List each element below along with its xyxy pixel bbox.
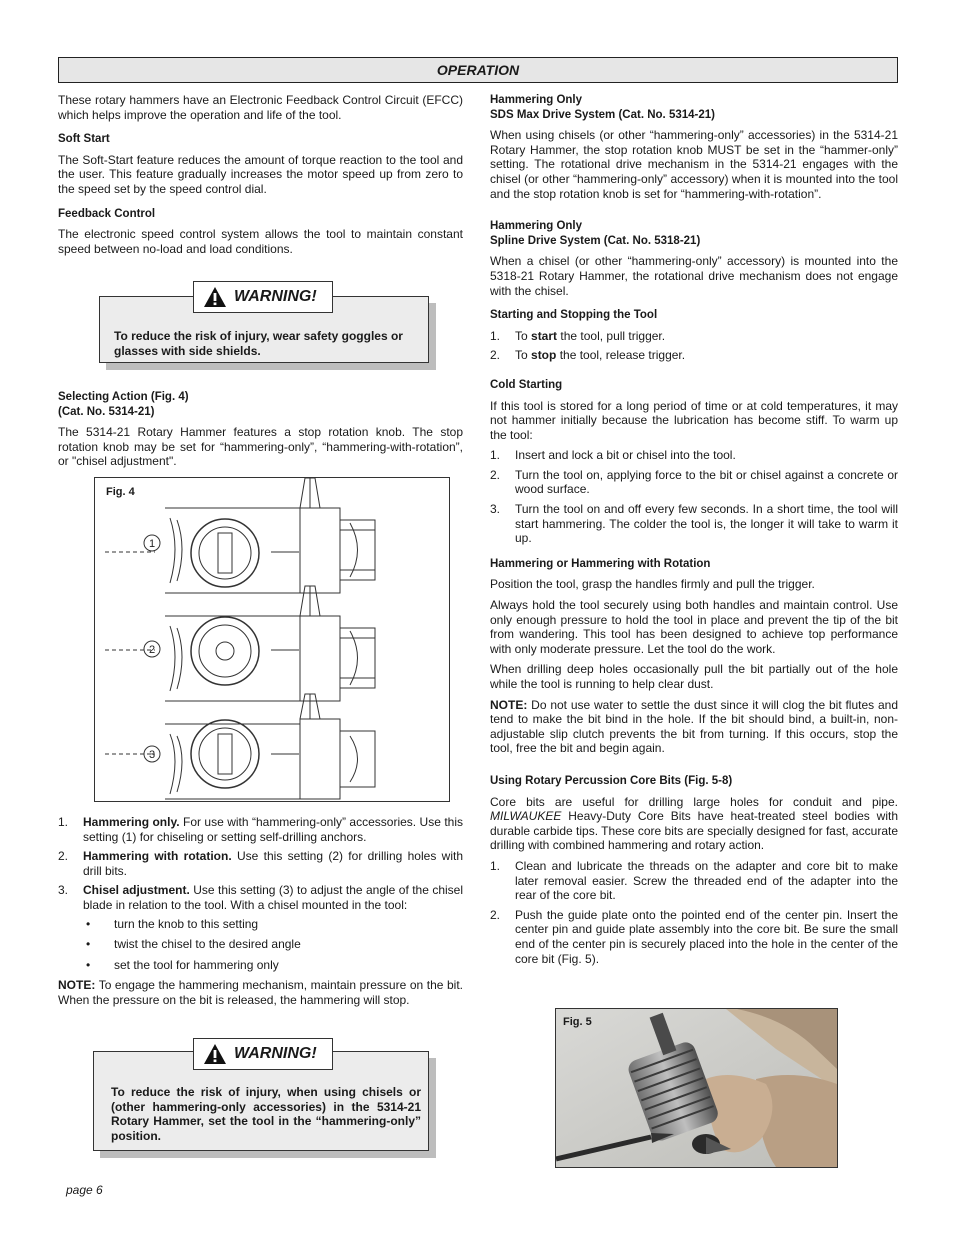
hammer-view-3 (105, 694, 375, 799)
start-heading: Starting and Stopping the Tool (490, 309, 658, 322)
list-item: 2. Turn the tool on, applying force to the bit or chisel against a concrete or wood surface. (490, 467, 898, 497)
left-column (58, 93, 463, 256)
right-column (490, 93, 898, 971)
selecting-heading: Selecting Action (Fig. 4) (58, 391, 189, 403)
cold-heading: Cold Starting (490, 378, 563, 391)
warning-triangle-icon (203, 1043, 227, 1065)
callout-3: 3 (148, 749, 156, 761)
selecting-list-section (58, 815, 463, 1008)
warning-label: WARNING! (234, 1045, 317, 1062)
section-title: OPERATION (436, 62, 520, 78)
list-item: 2. Hammering with rotation. Use this setting (2) for drilling holes with drill bits. (58, 849, 463, 878)
warning-text: To reduce the risk of injury, wear safety goggles or glasses with side shields. (114, 329, 403, 358)
spline-text: When a chisel (or other “hammering-only” accessory) is mounted into the 5318-21 Rotary Hammer, the rotational drive mechanism does not engage with the chisel. (490, 254, 898, 298)
list-item: 2. To stop the tool, release trigger. (490, 348, 686, 363)
warning-triangle-icon (203, 286, 227, 308)
hammer-view-2 (105, 586, 375, 701)
core-list (490, 859, 898, 966)
hammering-heading: Hammering or Hammering with Rotation (490, 557, 711, 570)
list-item: 1. To start the tool, pull trigger. (490, 328, 666, 343)
core-bit-photo (556, 1009, 837, 1167)
note-paragraph: NOTE: To engage the hammering mechanism, maintain pressure on the bit. When the pressure on the bit is released, the hammering will stop. (58, 978, 463, 1007)
list-item: 1. Hammering only. For use with “hammering-only” accessories. Use this setting (1) for chiseling or setting self-drilling anchors. (58, 815, 463, 844)
selecting-text: The 5314-21 Rotary Hammer features a stop rotation knob. The stop rotation knob may be set for “hammering-only”, “hammering-with-rotation”, or "chisel adjustment". (58, 425, 463, 469)
hammering-p2: Always hold the tool securely using both handles and maintain control. Use only enough pressure to hold the tool in place and prevent the tip of the bit from wandering. This tool has been designed to achieve top performance with only moderate pressure. Let the tool do the work. (490, 598, 898, 656)
figure-5 (555, 1008, 838, 1168)
figure-5-label: Fig. 5 (563, 1016, 592, 1028)
list-item: 1. Insert and lock a bit or chisel into the tool. (490, 448, 736, 463)
warning-tag (193, 281, 333, 313)
soft-start-text: The Soft-Start feature reduces the amount of torque reaction to the tool and the user. This feature gradually increases the motor speed up from zero to the speed set by the speed control dial. (58, 152, 463, 196)
hammering-p3: When drilling deep holes occasionally pull the bit partially out of the hole while the tool is running to help clear dust. (490, 662, 898, 691)
core-heading: Using Rotary Percussion Core Bits (Fig. 5-8) (490, 774, 733, 787)
page-number: page 6 (66, 1183, 103, 1197)
warning-tag (193, 1038, 333, 1070)
callout-1: 1 (148, 538, 156, 550)
soft-start-heading: Soft Start (58, 133, 110, 146)
list-item: 2. Push the guide plate onto the pointed end of the center pin. Insert the center pin and guide plate assembly into the core bit. Be sure the small end of the center pin is securely placed into the hole in the center of the core bit (Fig. 5). (490, 907, 898, 966)
section-header (58, 57, 898, 83)
cold-text: If this tool is stored for a long period of time or at cold temperatures, it may not hammer initially because the lubrication has become stiff. To warm up the tool: (490, 398, 898, 442)
start-list (490, 329, 898, 363)
list-item: 3. Turn the tool on and off every few seconds. In a short time, the tool will start hammering. The colder the tool is, the longer it will take to warm it up. (490, 502, 898, 546)
note-paragraph: NOTE: Do not use water to settle the dust since it will clog the bit flutes and tend to make the bit bind in the hole. If the bit should bind, a built-in, non-adjustable slip clutch prevents the bit from turning. If this occurs, stop the tool, free the bit and begin again. (490, 697, 898, 756)
rotary-hammer-illustration (95, 478, 449, 801)
sds-heading-catno: SDS Max Drive System (Cat. No. 5314-21) (490, 108, 715, 121)
selecting-section (58, 390, 463, 469)
setting-list (58, 815, 463, 972)
spline-heading-catno: Spline Drive System (Cat. No. 5318-21) (490, 234, 701, 247)
warning-text: To reduce the risk of injury, when using chisels or (other hammering-only accessories) in the 5314-21 Rotary Hammer, set the tool in the “hammering-only” position. (111, 1085, 421, 1143)
spline-heading: Hammering Only (490, 220, 583, 233)
bullet-item: • set the tool for hammering only (86, 957, 279, 972)
cold-list (490, 448, 898, 546)
callout-2: 2 (148, 644, 156, 656)
hammering-p1: Position the tool, grasp the handles firmly and pull the trigger. (490, 577, 815, 592)
hammer-view-1 (105, 478, 375, 593)
figure-4 (94, 477, 450, 802)
feedback-heading: Feedback Control (58, 207, 156, 220)
core-text: Core bits are useful for drilling large holes for conduit and pipe. MILWAUKEE Heavy-Duty Core Bits have heat-treated steel bodies with durable carbide tips. These core bits are specially designed for fast, accurate drilling with combined hammering and rotary action. (490, 794, 898, 853)
sds-heading: Hammering Only (490, 94, 583, 106)
warning-label: WARNING! (234, 288, 317, 305)
sds-text: When using chisels (or other “hammering-only” accessories) in the 5314-21 Rotary Hammer, the stop rotation knob MUST be set in the “hammer-only” setting. The rotational drive mechanism in the 5314-21 engages with the chisel (or other “hammering-only” accessory) when it is mounted into the tool and the stop rotation knob is set for “hammering-with-rotation”. (490, 128, 898, 201)
selecting-heading-catno: (Cat. No. 5314-21) (58, 405, 155, 418)
feedback-text: The electronic speed control system allows the tool to maintain constant speed between no-load and load conditions. (58, 227, 463, 256)
list-item: 1. Clean and lubricate the threads on the adapter and core bit to make later removal easier. Screw the threaded end of the adapter into the rear of the core bit. (490, 858, 898, 903)
bullet-list (58, 917, 463, 973)
intro-paragraph: These rotary hammers have an Electronic Feedback Control Circuit (EFCC) which helps improve the operation and life of the tool. (58, 93, 463, 122)
bullet-item: • turn the knob to this setting (86, 916, 259, 931)
list-item: 3. Chisel adjustment. Use this setting (3) to adjust the angle of the chisel blade in relation to the tool. With a chisel mounted in the tool: • turn the knob to this setting • twist the chisel to the desired angle • set the tool for hammering only (58, 883, 464, 972)
figure-4-label: Fig. 4 (106, 486, 135, 498)
bullet-item: • twist the chisel to the desired angle (86, 937, 301, 952)
